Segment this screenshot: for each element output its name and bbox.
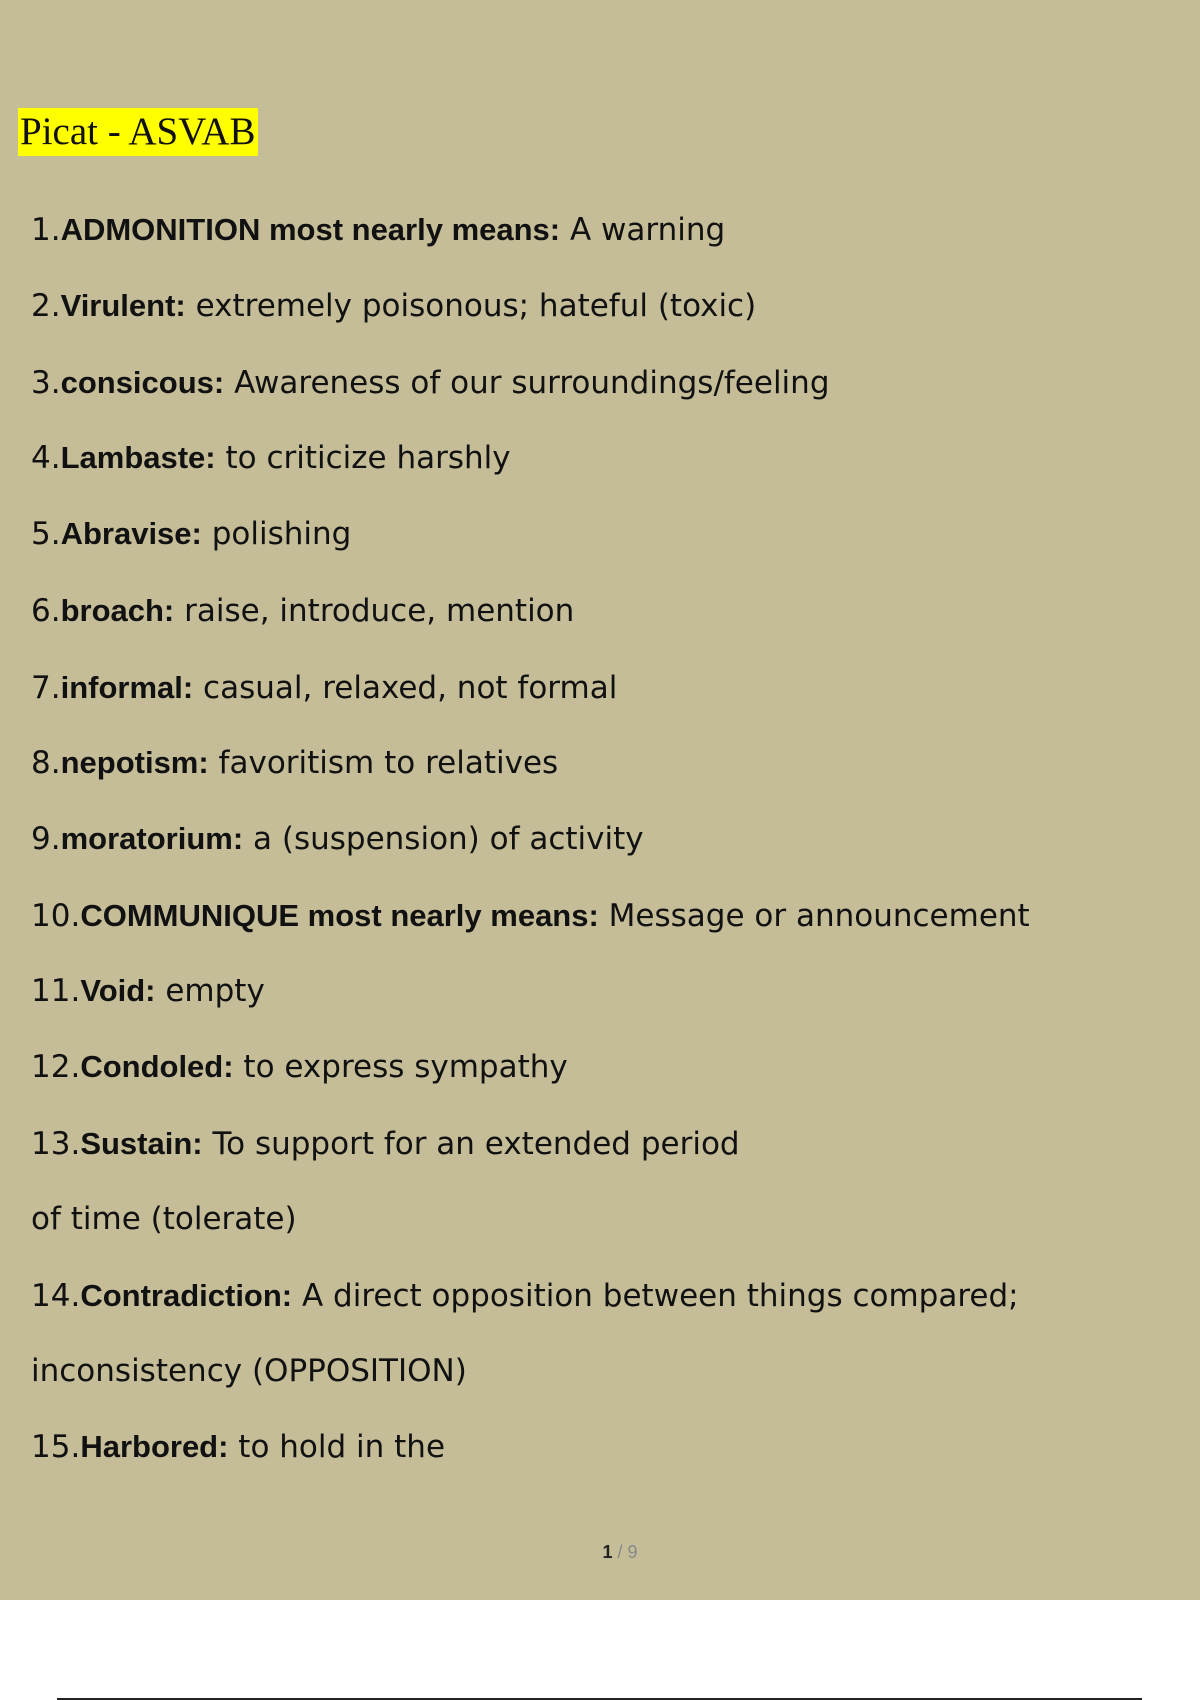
list-item: [31, 514, 351, 554]
list-item: [31, 668, 617, 708]
item-definition: A warning: [560, 212, 726, 248]
item-number: 2.: [31, 288, 61, 324]
item-definition: raise, introduce, mention: [174, 593, 575, 629]
item-term: Sustain:: [80, 1126, 203, 1161]
item-term: Virulent:: [60, 288, 186, 323]
item-term: Contradiction:: [80, 1278, 293, 1313]
item-number: 4.: [31, 440, 61, 476]
item-number: 8.: [31, 745, 61, 781]
item-definition: casual, relaxed, not formal: [193, 670, 618, 706]
item-number: 5.: [31, 516, 61, 552]
document-title: Picat - ASVAB: [18, 108, 258, 156]
item-number: 1.: [31, 212, 61, 248]
item-definition: Awareness of our surroundings/feeling: [224, 365, 830, 401]
list-item: [31, 1047, 568, 1087]
item-definition: favoritism to relatives: [208, 745, 559, 781]
item-definition-continued: inconsistency (OPPOSITION): [31, 1353, 467, 1389]
item-term: Lambaste:: [60, 440, 216, 475]
item-term: broach:: [60, 593, 175, 628]
list-item: [31, 438, 511, 478]
item-term: informal:: [60, 670, 194, 705]
list-item: [31, 819, 644, 859]
item-term: Void:: [80, 973, 156, 1008]
list-item: [31, 743, 558, 783]
item-number: 7.: [31, 670, 61, 706]
item-term: COMMUNIQUE most nearly means:: [80, 898, 599, 933]
item-definition: polishing: [201, 516, 352, 552]
item-number: 9.: [31, 821, 61, 857]
item-term: nepotism:: [60, 745, 209, 780]
item-number: 11.: [31, 973, 81, 1009]
item-definition: extremely poisonous; hateful (toxic): [185, 288, 757, 324]
item-definition: to express sympathy: [233, 1049, 568, 1085]
list-item: [31, 1276, 1019, 1316]
item-number: 15.: [31, 1429, 81, 1465]
page-indicator: [0, 1542, 1200, 1563]
item-term: Condoled:: [80, 1049, 234, 1084]
item-number: 10.: [31, 898, 81, 934]
item-number: 14.: [31, 1278, 81, 1314]
list-item: [31, 971, 265, 1011]
item-definition: a (suspension) of activity: [243, 821, 644, 857]
list-item: [31, 363, 830, 403]
item-number: 3.: [31, 365, 61, 401]
current-page-number: 1: [602, 1542, 613, 1562]
item-definition: to criticize harshly: [215, 440, 511, 476]
item-number: 13.: [31, 1126, 81, 1162]
item-definition-continued: of time (tolerate): [31, 1201, 297, 1237]
item-number: 6.: [31, 593, 61, 629]
item-term: consicous:: [60, 365, 225, 400]
item-term: ADMONITION most nearly means:: [60, 212, 561, 247]
list-item: [31, 896, 1030, 936]
item-term: moratorium:: [60, 821, 244, 856]
item-definition: to hold in the: [228, 1429, 446, 1465]
list-item: [31, 591, 574, 631]
list-item: [31, 1124, 740, 1164]
item-term: Harbored:: [80, 1429, 229, 1464]
list-item: [31, 1427, 445, 1467]
total-pages: / 9: [612, 1542, 638, 1562]
item-definition: A direct opposition between things compared;: [292, 1278, 1019, 1314]
item-definition: empty: [155, 973, 265, 1009]
list-item: [31, 286, 756, 326]
item-definition: To support for an extended period: [202, 1126, 740, 1162]
list-item: [31, 210, 725, 250]
item-term: Abravise:: [60, 516, 202, 551]
item-definition: Message or announcement: [598, 898, 1030, 934]
item-number: 12.: [31, 1049, 81, 1085]
